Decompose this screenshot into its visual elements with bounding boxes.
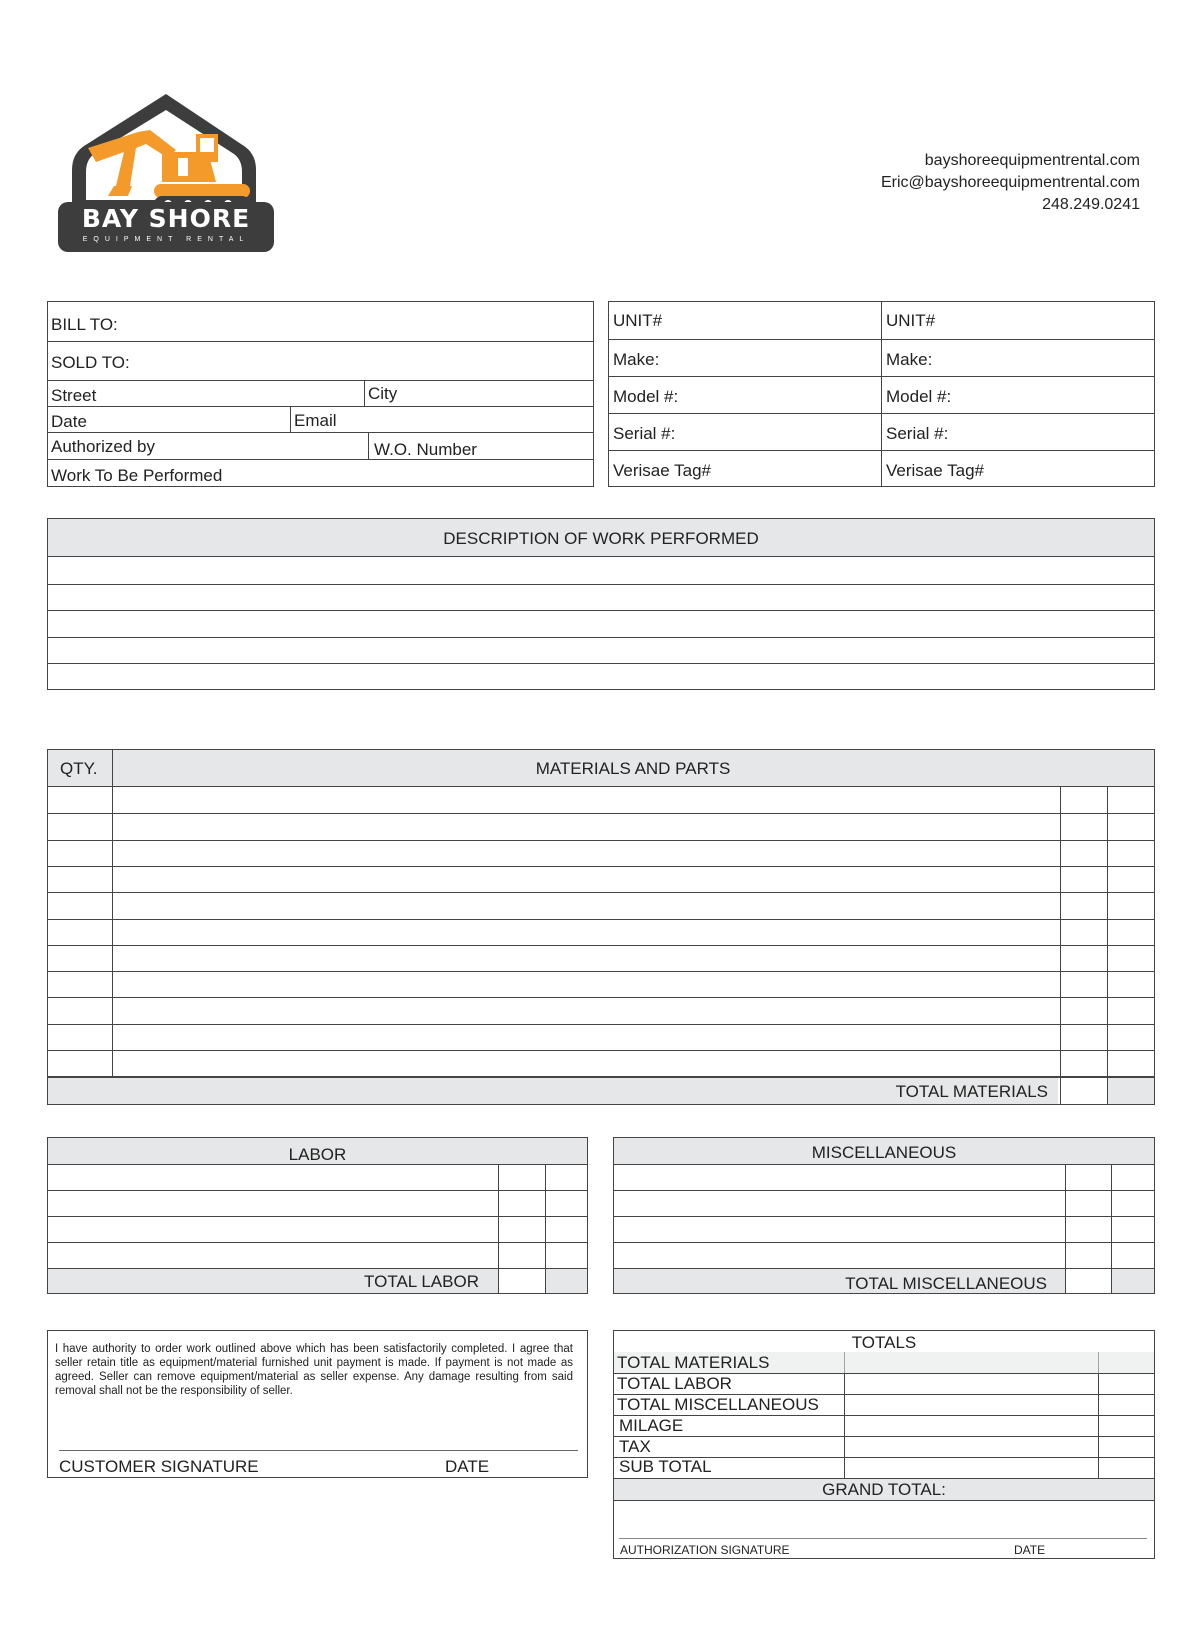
description-row[interactable] (48, 610, 1154, 611)
bill-to-field[interactable]: BILL TO: (51, 315, 118, 334)
total-labor-label: TOTAL LABOR (364, 1272, 479, 1291)
materials-row[interactable] (48, 945, 1154, 946)
email-field[interactable]: Email (294, 411, 337, 430)
customer-info-box (47, 301, 594, 487)
total-misc-label: TOTAL MISCELLANEOUS (845, 1274, 1047, 1293)
labor-row[interactable] (48, 1242, 587, 1243)
unit-info-box (608, 301, 1155, 487)
materials-row[interactable] (48, 997, 1154, 998)
labor-header: LABOR (48, 1138, 587, 1165)
authorized-by-field[interactable]: Authorized by (51, 437, 155, 456)
misc-row[interactable] (614, 1216, 1154, 1217)
agreement-box (47, 1330, 588, 1478)
materials-row[interactable] (48, 1050, 1154, 1051)
model-field[interactable]: Model #: (613, 387, 679, 406)
materials-table (47, 749, 1155, 1105)
make-field[interactable]: Make: (886, 350, 933, 369)
make-field[interactable]: Make: (613, 350, 660, 369)
serial-field[interactable]: Serial #: (613, 424, 676, 443)
totals-row-milage: MILAGE (619, 1416, 684, 1435)
materials-row[interactable] (48, 1024, 1154, 1025)
authorization-signature-label: AUTHORIZATION SIGNATURE (620, 1543, 790, 1557)
authorization-signature-line[interactable] (619, 1538, 1147, 1539)
materials-row[interactable] (48, 813, 1154, 814)
labor-row[interactable] (48, 1216, 587, 1217)
totals-row-subtotal: SUB TOTAL (619, 1457, 712, 1476)
serial-field[interactable]: Serial #: (886, 424, 949, 443)
unit-number-field[interactable]: UNIT# (886, 311, 936, 330)
agreement-text: I have authority to order work outlined above which has been satisfactorily completed. I agree that seller retain title as equipment/material furnished unit payment is made. If payment is not made as agreed. Seller can remove equipment/material as seller expense. Any damage resulting from said removal shall not be the responsibility of seller. (55, 1343, 573, 1397)
total-materials-label: TOTAL MATERIALS (895, 1082, 1048, 1101)
street-field[interactable]: Street (51, 386, 97, 405)
description-row[interactable] (48, 637, 1154, 638)
totals-header: TOTALS (851, 1333, 917, 1352)
description-row[interactable] (48, 584, 1154, 585)
totals-row-labor: TOTAL LABOR (617, 1374, 732, 1393)
materials-row[interactable] (48, 866, 1154, 867)
totals-row-materials: TOTAL MATERIALS (617, 1353, 770, 1372)
qty-header: QTY. (60, 759, 98, 778)
sold-to-field[interactable]: SOLD TO: (51, 353, 130, 372)
totals-table (613, 1330, 1155, 1559)
work-to-be-performed-field[interactable]: Work To Be Performed (51, 466, 223, 485)
date-field[interactable]: Date (51, 412, 87, 431)
unit-number-field[interactable]: UNIT# (613, 311, 663, 330)
misc-table (613, 1137, 1155, 1294)
company-email[interactable]: Eric@bayshoreequipmentrental.com (880, 174, 1140, 191)
description-row[interactable] (48, 663, 1154, 664)
wo-number-field[interactable]: W.O. Number (374, 440, 477, 459)
company-logo (58, 90, 274, 252)
verisae-tag-field[interactable]: Verisae Tag# (886, 461, 984, 480)
materials-row[interactable] (48, 840, 1154, 841)
city-field[interactable]: City (368, 384, 398, 403)
labor-row[interactable] (48, 1190, 587, 1191)
materials-header: MATERIALS AND PARTS (535, 759, 731, 778)
customer-signature-label: CUSTOMER SIGNATURE (59, 1457, 259, 1476)
description-header: DESCRIPTION OF WORK PERFORMED (48, 519, 1154, 557)
company-website[interactable]: bayshoreequipmentrental.com (924, 152, 1140, 169)
labor-table (47, 1137, 588, 1294)
misc-row[interactable] (614, 1190, 1154, 1191)
materials-row[interactable] (48, 971, 1154, 972)
verisae-tag-field[interactable]: Verisae Tag# (613, 461, 711, 480)
customer-date-label: DATE (445, 1457, 490, 1476)
model-field[interactable]: Model #: (886, 387, 952, 406)
materials-row[interactable] (48, 892, 1154, 893)
totals-row-tax: TAX (619, 1437, 651, 1456)
materials-row[interactable] (48, 919, 1154, 920)
misc-header: MISCELLANEOUS (614, 1138, 1154, 1165)
description-table (47, 518, 1155, 690)
company-phone[interactable]: 248.249.0241 (1042, 196, 1140, 213)
customer-signature-line[interactable] (59, 1450, 578, 1451)
misc-row[interactable] (614, 1242, 1154, 1243)
company-name: BAY SHORE (81, 204, 251, 233)
company-tagline: EQUIPMENT RENTAL (82, 236, 250, 243)
grand-total-label: GRAND TOTAL: (822, 1480, 946, 1499)
authorization-date-label: DATE (1014, 1543, 1046, 1557)
totals-row-misc: TOTAL MISCELLANEOUS (617, 1395, 819, 1414)
